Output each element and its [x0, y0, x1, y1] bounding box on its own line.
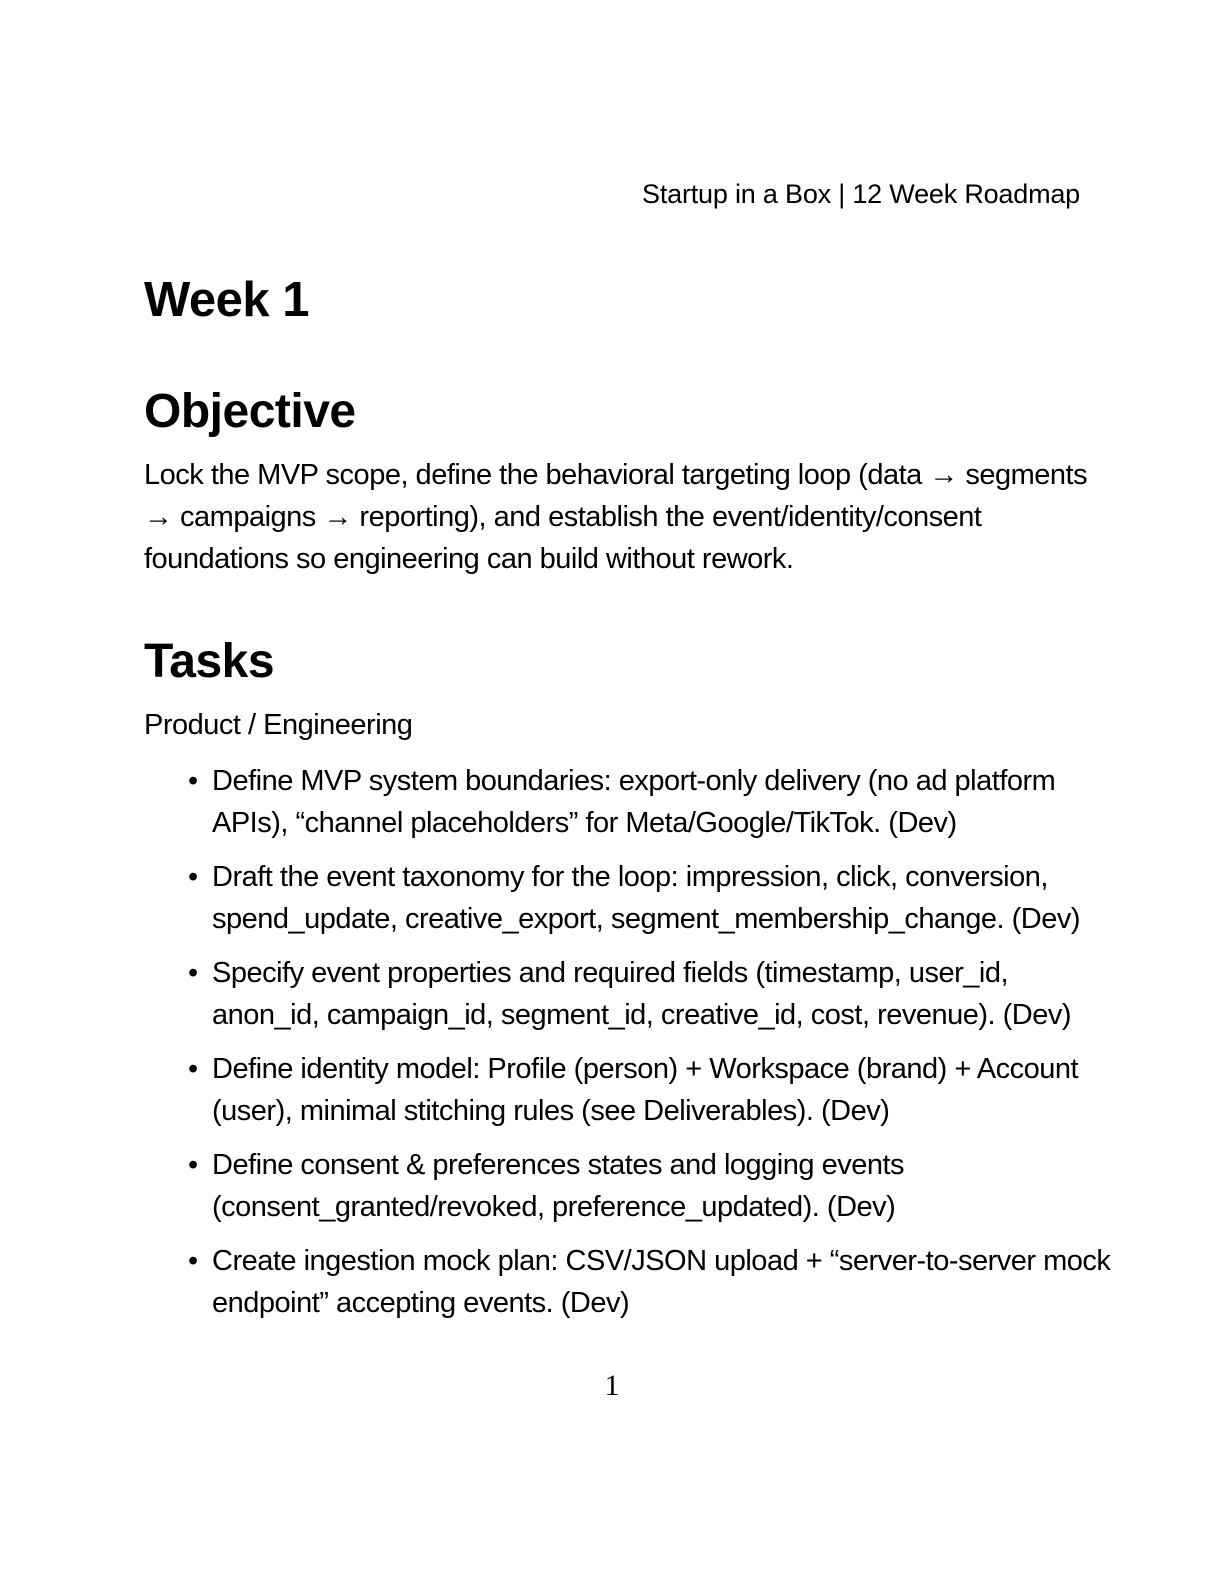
bullet-icon: • — [188, 1149, 198, 1182]
task-item — [144, 856, 1080, 940]
week-heading: Week 1 — [144, 273, 309, 328]
task-line: Draft the event taxonomy for the loop: impression, click, conversion, — [212, 861, 1048, 894]
task-item — [144, 1240, 1111, 1324]
task-line: spend_update, creative_export, segment_membership_change. (Dev) — [212, 903, 1081, 936]
task-line: (user), minimal stitching rules (see Deliverables). (Dev) — [212, 1095, 890, 1128]
task-line: anon_id, campaign_id, segment_id, creative_id, cost, revenue). (Dev) — [212, 999, 1072, 1032]
objective-paragraph — [144, 454, 1088, 580]
objective-line: Lock the MVP scope, define the behavioral targeting loop (data → segments — [144, 458, 1088, 491]
task-line: Define MVP system boundaries: export-only delivery (no ad platform — [212, 765, 1056, 798]
task-line: APIs), “channel placeholders” for Meta/Google/TikTok. (Dev) — [212, 807, 957, 840]
bullet-icon: • — [188, 1053, 198, 1086]
page-number: 1 — [604, 1369, 620, 1402]
task-item — [144, 1048, 1080, 1132]
objective-heading: Objective — [144, 385, 356, 439]
task-line: Define consent & preferences states and logging events — [212, 1149, 905, 1182]
task-line: endpoint” accepting events. (Dev) — [212, 1287, 630, 1320]
tasks-subtitle: Product / Engineering — [144, 709, 413, 742]
objective-line: → campaigns → reporting), and establish the event/identity/consent — [144, 500, 982, 533]
bullet-icon: • — [188, 957, 198, 990]
task-line: Specify event properties and required fields (timestamp, user_id, — [212, 957, 1009, 990]
objective-line: foundations so engineering can build without rework. — [144, 542, 794, 575]
task-item — [144, 952, 1080, 1036]
bullet-icon: • — [188, 861, 198, 894]
running-header: Startup in a Box | 12 Week Roadmap — [642, 179, 1080, 209]
tasks-heading: Tasks — [144, 634, 275, 688]
task-line: Define identity model: Profile (person) + Workspace (brand) + Account — [212, 1053, 1079, 1086]
bullet-icon: • — [188, 765, 198, 798]
task-item — [144, 1144, 1080, 1228]
task-line: Create ingestion mock plan: CSV/JSON upload + “server-to-server mock — [212, 1245, 1111, 1278]
tasks-list — [144, 760, 1111, 1324]
task-item — [144, 760, 1080, 844]
bullet-icon: • — [188, 1245, 198, 1278]
task-line: (consent_granted/revoked, preference_updated). (Dev) — [212, 1191, 896, 1224]
